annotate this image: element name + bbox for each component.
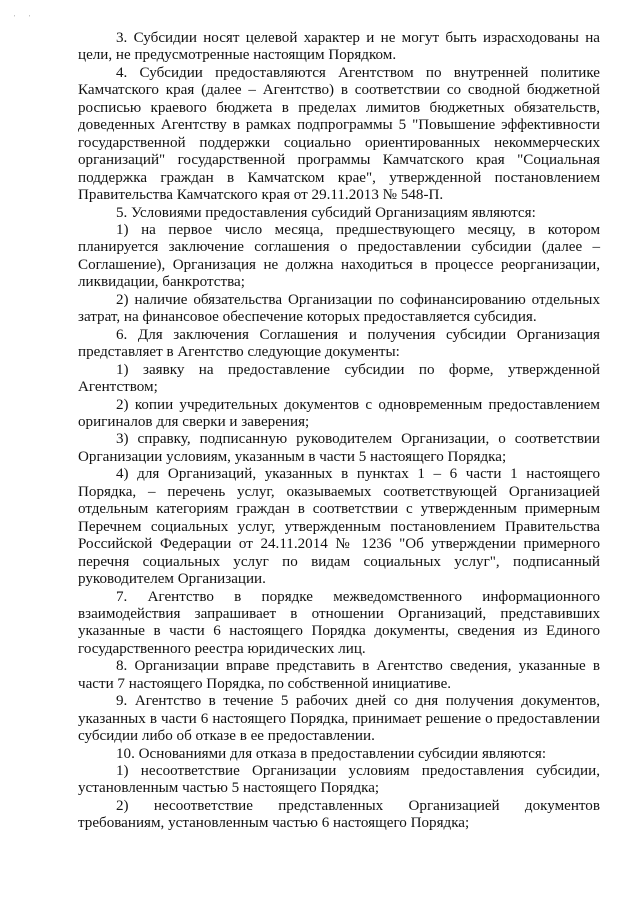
paragraph-6-document-1: 1) заявку на предоставление субсидии по форме, утвержденной Агентством; xyxy=(78,361,600,396)
paragraph-6-document-4: 4) для Организаций, указанных в пунктах 1 – 6 части 1 настоящего Порядка, – перечень услуг, оказываемых соответствующей Организацией отдельным категориям граждан в соответствии с утвержденным примерным Перечнем социальных услуг, утвержденным постановлением Правительства Российской Федерации от 24.11.2014 № 1236 "Об утверждении примерного перечня социальных услуг по видам социальных услуг", подписанный руководителем Организации. xyxy=(78,466,600,588)
paragraph-5-condition-2: 2) наличие обязательства Организации по софинансированию отдельных затрат, на финансовое обеспечение которых предоставляется субсидия. xyxy=(78,291,600,326)
paragraph-10-refusal-1: 1) несоответствие Организации условиям предоставления субсидии, установленным частью 5 настоящего Порядка; xyxy=(78,763,600,797)
paragraph-5-conditions-heading: 5. Условиями предоставления субсидий Организациям являются: xyxy=(116,204,536,221)
paragraph-4-subsidy-provider: 4. Субсидии предоставляются Агентством по внутренней политике Камчатского края (далее – Агентство) в соответствии со сводной бюджетной росписью краевого бюджета в пределах лимитов бюджетных обязательств, доведенных Агентству в рамках подпрограммы 5 "Повышение эффективности государственной поддержки социально ориентированных некоммерческих организаций" государственной программы Камчатского края "Социальная поддержка граждан в Камчатском крае", утвержденной постановлением Правительства Камчатского края от 29.11.2013 № 548-П. xyxy=(78,64,600,204)
document-body xyxy=(78,30,600,833)
paragraph-9-decision: 9. Агентство в течение 5 рабочих дней со дня получения документов, указанных в части 6 настоящего Порядка, принимает решение о предоставлении субсидии либо об отказе в ее предоставлении. xyxy=(78,693,600,745)
paragraph-8-own-initiative: 8. Организации вправе представить в Агентство сведения, указанные в части 7 настоящего Порядка, по собственной инициативе. xyxy=(78,658,600,692)
paragraph-6-document-3: 3) справку, подписанную руководителем Организации, о соответствии Организации условиям, указанным в части 5 настоящего Порядка; xyxy=(78,431,600,465)
scan-corner-mark: ' ' xyxy=(14,14,37,22)
paragraph-6-document-2: 2) копии учредительных документов с одновременным предоставлением оригиналов для сверки и заверения; xyxy=(78,396,600,430)
paragraph-10-refusal-heading: 10. Основаниями для отказа в предоставлении субсидии являются: xyxy=(116,745,547,762)
paragraph-3-subsidy-purpose: 3. Субсидии носят целевой характер и не могут быть израсходованы на цели, не предусмотренные настоящим Порядком. xyxy=(78,30,600,64)
paragraph-7-interagency-request: 7. Агентство в порядке межведомственного информационного взаимодействия запрашивает в отношении Организаций, представивших указанные в части 6 настоящего Порядка документы, сведения из Единого государственного реестра юридических лиц. xyxy=(78,588,600,657)
paragraph-5-condition-1: 1) на первое число месяца, предшествующего месяцу, в котором планируется заключение соглашения о предоставлении субсидии (далее – Соглашение), Организация не должна находиться в процессе реорганизации, ликвидации, банкротства; xyxy=(78,221,600,291)
paragraph-6-documents-heading: 6. Для заключения Соглашения и получения субсидии Организация представляет в Агентство следующие документы: xyxy=(78,326,600,361)
paragraph-10-refusal-2: 2) несоответствие представленных Организацией документов требованиям, установленным частью 6 настоящего Порядка; xyxy=(78,797,600,832)
